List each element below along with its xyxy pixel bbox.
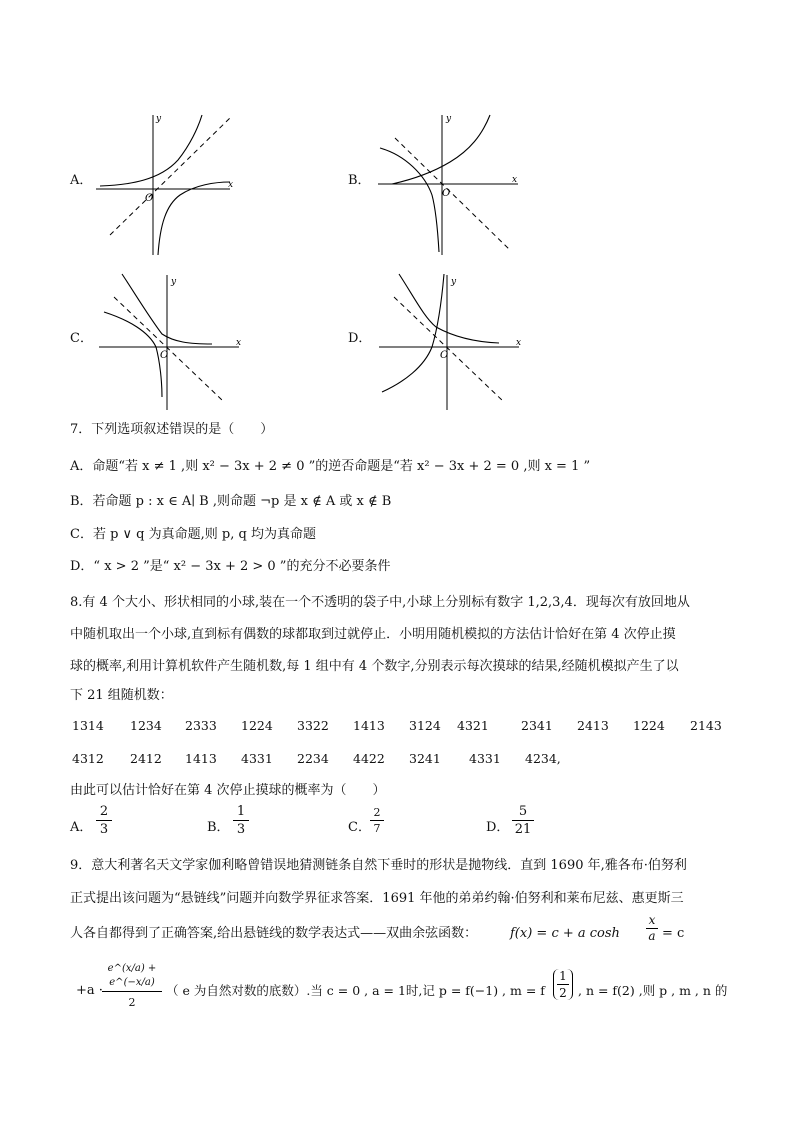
q7-option-b: B．若命题 p : x ∈ A∣ B ,则命题 ¬p 是 x ∉ A 或 x ∉ B xyxy=(70,494,392,509)
denominator: 3 xyxy=(236,822,246,837)
x-axis-label: x xyxy=(512,175,518,185)
q8-option-d-label: D． xyxy=(486,820,510,835)
q7-option-a: A．命题“若 x ≠ 1 ,则 x² − 3x + 2 ≠ 0 ”的逆否命题是“若 x² − 3x + 2 = 0 ,则 x = 1 ” xyxy=(70,459,591,474)
random-number: 2143 xyxy=(690,718,722,733)
random-number: 4331 xyxy=(469,751,501,766)
x-axis-label: x xyxy=(516,338,522,348)
q9-half-fraction xyxy=(553,969,573,1000)
numerator: 1 xyxy=(559,969,567,983)
q8-option-c-fraction xyxy=(370,806,384,835)
q9-formula-tail: = c xyxy=(662,926,685,941)
origin-label: O xyxy=(160,350,169,361)
random-number: 1224 xyxy=(241,718,273,733)
random-number: 3124 xyxy=(409,718,441,733)
graph-d xyxy=(374,272,524,412)
random-number: 1413 xyxy=(185,751,217,766)
q9-line1: 9．意大利著名天文学家伽利略曾错误地猜测链条自然下垂时的形状是抛物线．直到 1690 年,雅各布·伯努利 xyxy=(70,858,687,873)
denominator: 21 xyxy=(514,822,532,837)
random-number: 2333 xyxy=(185,718,217,733)
q9-line2: 正式提出该问题为“悬链线”问题并向数学界征求答案．1691 年他的弟弟约翰·伯努利和莱布尼兹、惠更斯三 xyxy=(70,891,684,906)
option-a-label: A． xyxy=(70,173,93,188)
random-number: 1234 xyxy=(130,718,162,733)
q8-ask: 由此可以估计恰好在第 4 次停止摸球的概率为（ ） xyxy=(70,783,386,798)
q8-line1: 8.有 4 个大小、形状相同的小球,装在一个不透明的袋子中,小球上分别标有数字 1,2,3,4．现每次有放回地从 xyxy=(70,595,690,610)
q9-formula2-end: , n = f(2) ,则 p , m , n 的 xyxy=(578,983,728,998)
numerator: 5 xyxy=(518,804,528,819)
numerator: x xyxy=(648,913,656,927)
q7-option-c: C．若 p ∨ q 为真命题,则 p, q 均为真命题 xyxy=(70,527,316,542)
x-axis-label: x xyxy=(236,338,242,348)
q8-option-b-label: B． xyxy=(207,820,230,835)
y-axis-label: y xyxy=(171,277,177,287)
numerator: 1 xyxy=(236,804,246,819)
origin-label: O xyxy=(440,350,449,361)
denominator: 2 xyxy=(559,986,567,1000)
denominator: a xyxy=(648,929,656,943)
graph-c xyxy=(94,272,244,412)
numerator: e^(x/a) + e^(−x/a) xyxy=(107,963,157,988)
q8-option-c-label: C． xyxy=(348,820,371,835)
random-number: 2234 xyxy=(297,751,329,766)
numerator: 2 xyxy=(373,806,381,819)
random-number: 1224 xyxy=(633,718,665,733)
y-axis-label: y xyxy=(446,114,452,124)
random-number: 2413 xyxy=(577,718,609,733)
denominator: 2 xyxy=(128,996,136,1009)
random-number: 4331 xyxy=(241,751,273,766)
q9-formula-frac xyxy=(646,914,658,943)
q9-line3: 人各自都得到了正确答案,给出悬链线的数学表达式——双曲余弦函数： xyxy=(70,926,478,941)
q8-option-d-fraction xyxy=(512,804,534,837)
random-number: 1413 xyxy=(353,718,385,733)
q9-formula-main: f(x) = c + a cosh xyxy=(510,926,620,941)
random-number: 4321 xyxy=(457,718,489,733)
option-c-label: C． xyxy=(70,331,93,346)
q8-option-a-label: A． xyxy=(70,820,93,835)
origin-label: O xyxy=(145,193,154,204)
option-d-label: D． xyxy=(348,331,372,346)
random-number: 3241 xyxy=(409,751,441,766)
y-axis-label: y xyxy=(451,277,457,287)
q8-line2: 中随机取出一个小球,直到标有偶数的球都取到过就停止．小明用随机模拟的方法估计恰好在第 4 次停止摸 xyxy=(70,627,676,642)
option-b-label: B． xyxy=(348,173,371,188)
denominator: 7 xyxy=(373,822,381,835)
q7-stem: 7．下列选项叙述错误的是（ ） xyxy=(70,422,274,437)
q7-option-d: D．“ x > 2 ”是“ x² − 3x + 2 > 0 ”的充分不必要条件 xyxy=(70,559,391,574)
y-axis-label: y xyxy=(156,114,162,124)
q8-line4: 下 21 组随机数： xyxy=(70,688,173,703)
q9-formula2-prefix: +a · xyxy=(76,983,103,998)
random-number: 1314 xyxy=(72,718,104,733)
origin-label: O xyxy=(442,188,451,199)
q9-exp-fraction xyxy=(102,962,162,1010)
q8-line3: 球的概率,利用计算机软件产生随机数,每 1 组中有 4 个数字,分别表示每次摸球的结果,经随机模拟产生了以 xyxy=(70,659,679,674)
numerator: 2 xyxy=(99,804,109,819)
graph-a xyxy=(90,110,240,260)
q8-option-b-fraction xyxy=(233,804,249,837)
x-axis-label: x xyxy=(228,180,234,190)
random-number: 4234, xyxy=(525,751,561,766)
random-number: 4422 xyxy=(353,751,385,766)
denominator: 3 xyxy=(99,822,109,837)
random-number: 2341 xyxy=(521,718,553,733)
graph-b xyxy=(370,110,525,260)
q8-option-a-fraction xyxy=(96,804,112,837)
random-number: 4312 xyxy=(72,751,104,766)
q9-formula2-text: （ e 为自然对数的底数）.当 c = 0 , a = 1时,记 p = f(−1) , m = f xyxy=(166,983,545,998)
random-number: 2412 xyxy=(130,751,162,766)
random-number: 3322 xyxy=(297,718,329,733)
